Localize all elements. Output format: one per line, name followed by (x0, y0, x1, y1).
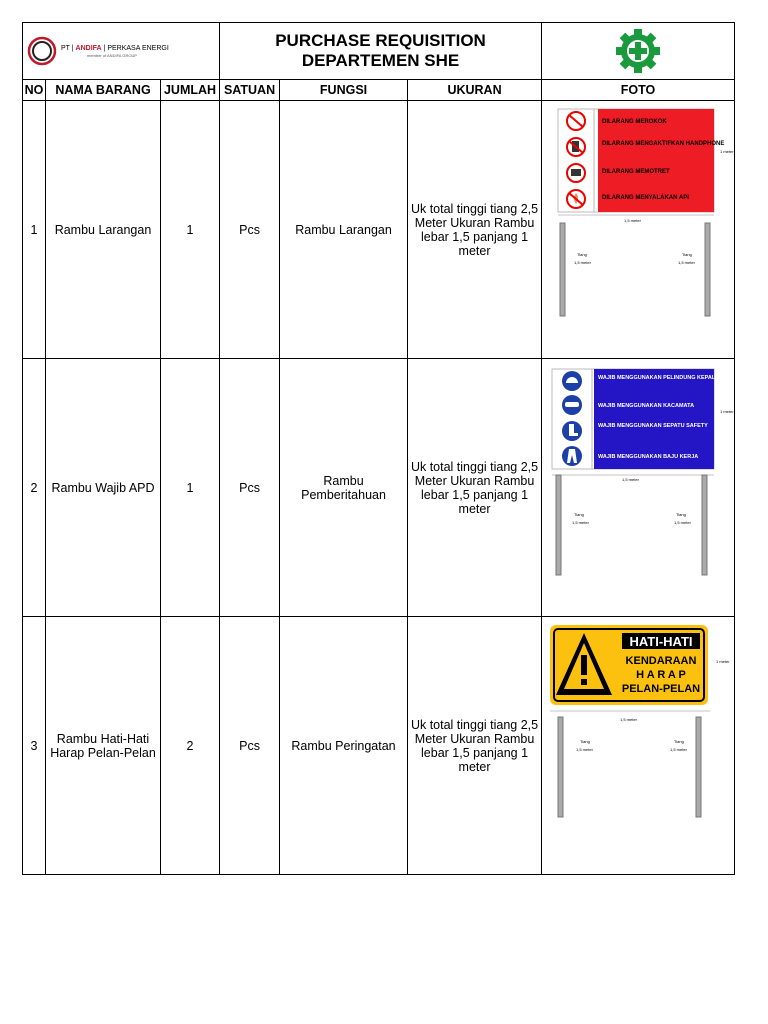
col-satuan: SATUAN (220, 80, 280, 101)
left-pole-label: Tiang (577, 252, 587, 257)
caution-sign-image (542, 617, 735, 874)
height-label: 1 meter (720, 149, 734, 154)
title-line-1: PURCHASE REQUISITION (275, 31, 486, 50)
sign3-line-1: HATI-HATI (629, 634, 693, 649)
row-ukuran: Uk total tinggi tiang 2,5 Meter Ukuran Rambu lebar 1,5 panjang 1 meter (408, 101, 542, 359)
right-pole-label: Tiang (674, 739, 684, 744)
row-jumlah: 1 (161, 101, 220, 359)
row-jumlah: 2 (161, 617, 220, 875)
right-pole-label: Tiang (676, 512, 686, 517)
left-pole (560, 223, 565, 316)
helmet-icon (562, 371, 582, 391)
row-nama-barang: Rambu Hati-Hati Harap Pelan-Pelan (46, 617, 161, 875)
row-ukuran: Uk total tinggi tiang 2,5 Meter Ukuran Rambu lebar 1,5 panjang 1 meter (408, 617, 542, 875)
table-row (23, 101, 735, 359)
right-pole (696, 717, 701, 817)
company-name2: PERKASA ENERGI (107, 45, 169, 52)
right-pole-height: 1,5 meter (678, 260, 695, 265)
sign1-line-4: DILARANG MENYALAKAN API (602, 195, 689, 201)
purchase-requisition-table (22, 22, 735, 875)
row-ukuran: Uk total tinggi tiang 2,5 Meter Ukuran Rambu lebar 1,5 panjang 1 meter (408, 359, 542, 617)
photo-cell (542, 617, 735, 875)
row-fungsi: Rambu Peringatan (280, 617, 408, 875)
left-pole-height: 1,5 meter (574, 260, 591, 265)
col-ukuran: UKURAN (408, 80, 542, 101)
row-nama-barang: Rambu Wajib APD (46, 359, 161, 617)
table-row (23, 617, 735, 875)
sign2-line-4: WAJIB MENGGUNAKAN BAJU KERJA (598, 454, 699, 460)
sign3-line-4: PELAN-PELAN (621, 683, 701, 695)
prohibition-sign-image (542, 101, 735, 358)
company-prefix: PT (61, 45, 70, 52)
document-title (220, 23, 542, 80)
sign3-line-2: KENDARAAN (625, 655, 697, 667)
col-no: NO (23, 80, 46, 101)
col-fungsi: FUNGSI (280, 80, 408, 101)
col-jumlah: JUMLAH (161, 80, 220, 101)
row-fungsi: Rambu Pemberitahuan (280, 359, 408, 617)
sign2-line-3: WAJIB MENGGUNAKAN SEPATU SAFETY (598, 423, 708, 429)
title-line-2: DEPARTEMEN SHE (301, 51, 460, 70)
left-pole (556, 475, 561, 575)
left-pole (558, 717, 563, 817)
sign1-line-1: DILARANG MEROKOK (602, 119, 667, 125)
row-satuan: Pcs (220, 617, 280, 875)
company-logo-cell: PT | ANDIFA | PERKASA ENERGI member of ANDIFA GROUP (23, 23, 220, 80)
k3-safety-gear-icon (614, 27, 662, 75)
boot-icon (562, 421, 582, 441)
photo-cell (542, 101, 735, 359)
sign2-line-1: WAJIB MENGGUNAKAN PELINDUNG KEPALA (598, 375, 720, 381)
goggles-icon (562, 395, 582, 415)
company-logo-icon (27, 36, 57, 66)
width-label: 1,5 meter (624, 218, 641, 223)
row-satuan: Pcs (220, 101, 280, 359)
company-name: ANDIFA (75, 45, 102, 52)
row-satuan: Pcs (220, 359, 280, 617)
width-label: 1,5 meter (622, 477, 639, 482)
k3-logo-cell (542, 23, 735, 80)
row-nama-barang: Rambu Larangan (46, 101, 161, 359)
col-nama-barang: NAMA BARANG (46, 80, 161, 101)
height-label: 1 meter (716, 659, 730, 664)
right-pole-height: 1,5 meter (674, 520, 691, 525)
right-pole-height: 1,5 meter (670, 747, 687, 752)
sign2-line-2: WAJIB MENGGUNAKAN KACAMATA (598, 403, 695, 409)
sign3-line-3: H A R A P (636, 669, 686, 681)
sign1-line-2: DILARANG MENGAKTIFKAN HANDPHONE (602, 141, 725, 147)
col-foto: FOTO (542, 80, 735, 101)
mandatory-ppe-sign-image (542, 359, 735, 616)
left-pole-height: 1,5 meter (576, 747, 593, 752)
right-pole (705, 223, 710, 316)
sign1-line-3: DILARANG MEMOTRET (602, 169, 670, 175)
row-no: 3 (23, 617, 46, 875)
row-jumlah: 1 (161, 359, 220, 617)
left-pole-height: 1,5 meter (572, 520, 589, 525)
left-pole-label: Tiang (574, 512, 584, 517)
right-pole-label: Tiang (682, 252, 692, 257)
table-row (23, 359, 735, 617)
photo-cell (542, 359, 735, 617)
width-label: 1,5 meter (620, 717, 637, 722)
right-pole (702, 475, 707, 575)
row-no: 2 (23, 359, 46, 617)
row-no: 1 (23, 101, 46, 359)
left-pole-label: Tiang (580, 739, 590, 744)
height-label: 1 meter (720, 409, 734, 414)
row-fungsi: Rambu Larangan (280, 101, 408, 359)
company-tagline: member of ANDIFA GROUP (87, 53, 138, 58)
coverall-icon (562, 446, 582, 466)
